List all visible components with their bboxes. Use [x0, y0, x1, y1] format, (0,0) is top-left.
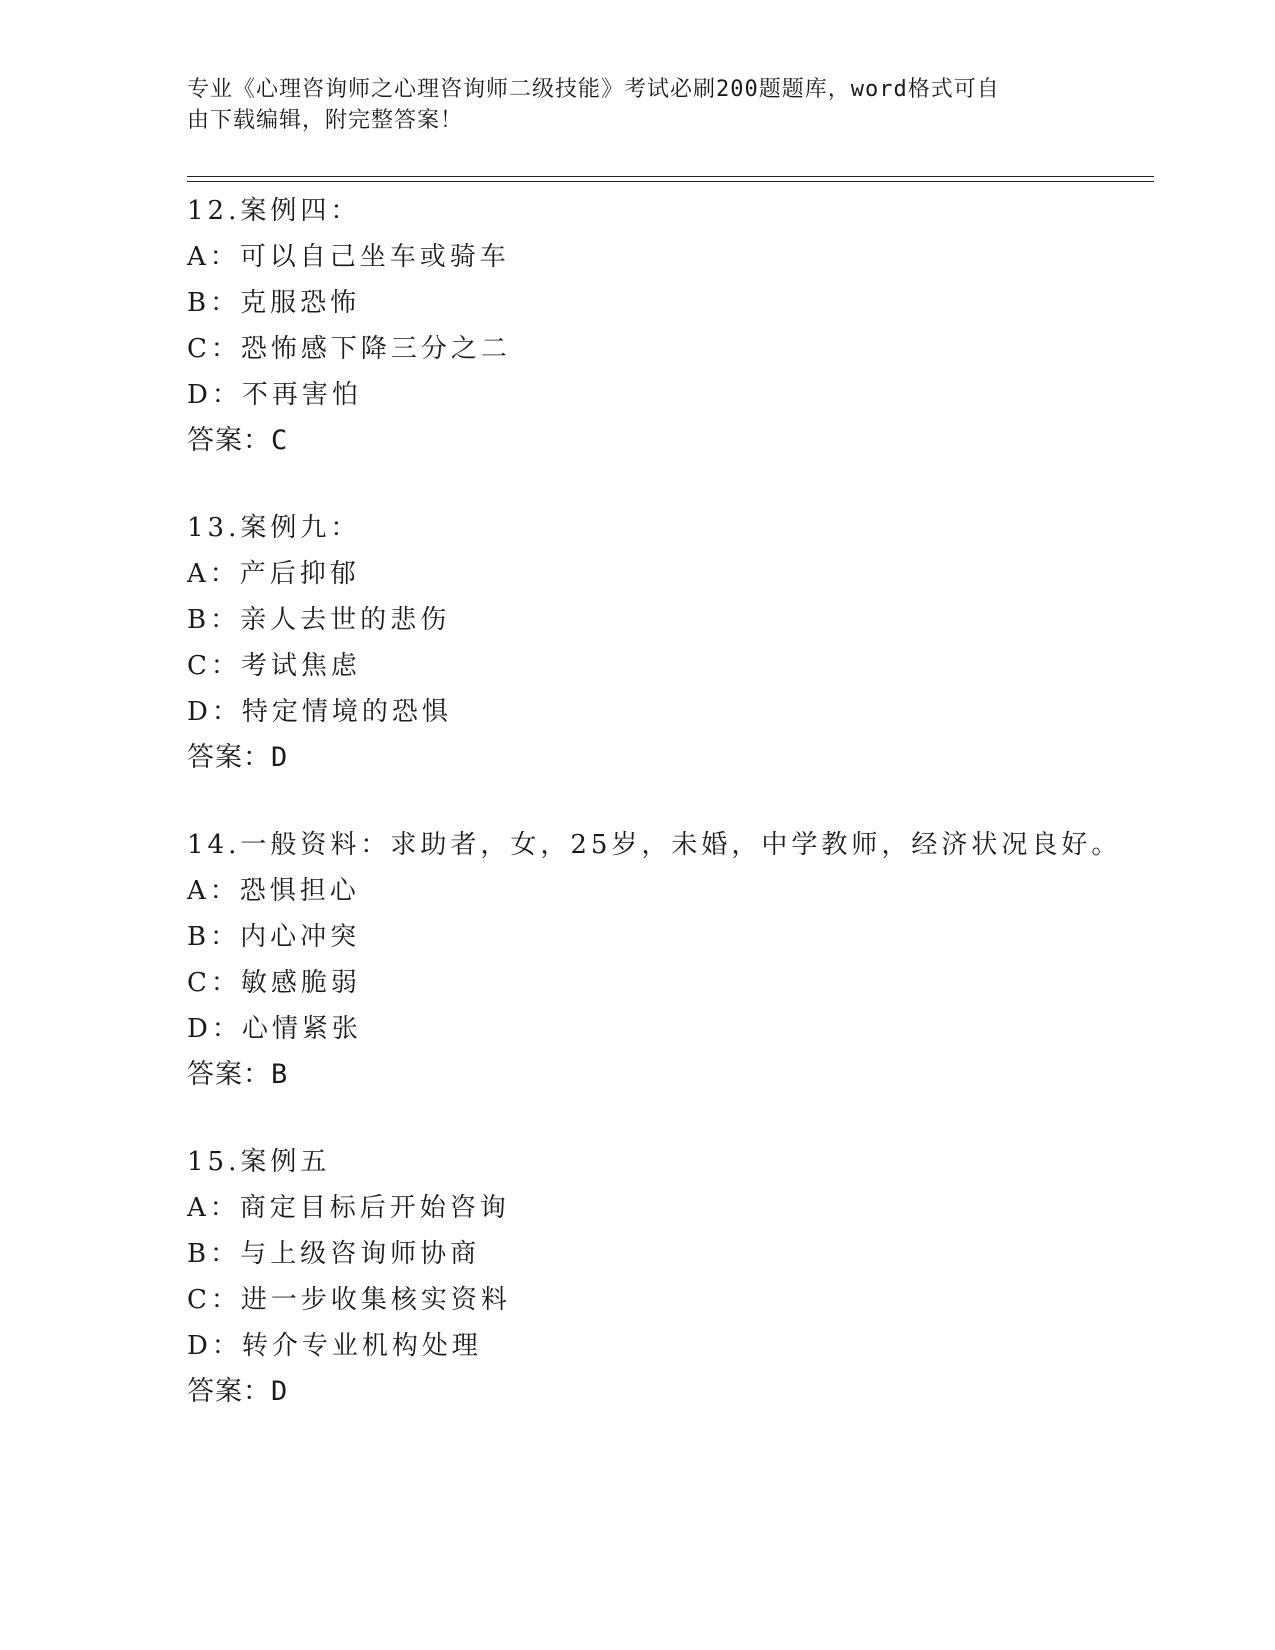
option-c: C：恐怖感下降三分之二: [187, 334, 511, 364]
header-line-1: 专业《心理咨询师之心理咨询师二级技能》考试必刷200题题库，word格式可自: [187, 77, 1000, 102]
option-b: B：与上级咨询师协商: [187, 1239, 481, 1269]
question-12: [187, 188, 1154, 464]
header-divider-top: [187, 176, 1154, 177]
question-15: [187, 1139, 1154, 1415]
question-13: [187, 505, 1154, 781]
header-line-2: 由下载编辑，附完整答案！: [187, 108, 464, 133]
option-a: A：产后抑郁: [187, 559, 360, 589]
question-stem: 15.案例五: [187, 1147, 331, 1177]
option-c: C：敏感脆弱: [187, 968, 361, 998]
option-a: A：恐惧担心: [187, 876, 360, 906]
question-stem: 14.一般资料：求助者，女，25岁，未婚，中学教师，经济状况良好。: [187, 830, 1122, 860]
option-d: D：不再害怕: [187, 380, 362, 410]
option-b: B：内心冲突: [187, 922, 361, 952]
answer-line: 答案：B: [187, 1059, 289, 1090]
answer-line: 答案：C: [187, 425, 289, 456]
question-list: [187, 188, 1154, 1456]
option-d: D：转介专业机构处理: [187, 1331, 482, 1361]
document-header: [187, 74, 1067, 136]
option-b: B：克服恐怖: [187, 288, 361, 318]
answer-line: 答案：D: [187, 742, 289, 773]
option-b: B：亲人去世的悲伤: [187, 605, 451, 635]
option-d: D：心情紧张: [187, 1014, 362, 1044]
option-d: D：特定情境的恐惧: [187, 697, 452, 727]
option-a: A：商定目标后开始咨询: [187, 1193, 510, 1223]
option-c: C：考试焦虑: [187, 651, 361, 681]
option-a: A：可以自己坐车或骑车: [187, 242, 510, 272]
question-stem: 13.案例九：: [187, 513, 361, 543]
answer-line: 答案：D: [187, 1376, 289, 1407]
option-c: C：进一步收集核实资料: [187, 1285, 511, 1315]
question-14: [187, 822, 1154, 1098]
header-divider-bottom: [187, 181, 1154, 182]
question-stem: 12.案例四：: [187, 196, 361, 226]
